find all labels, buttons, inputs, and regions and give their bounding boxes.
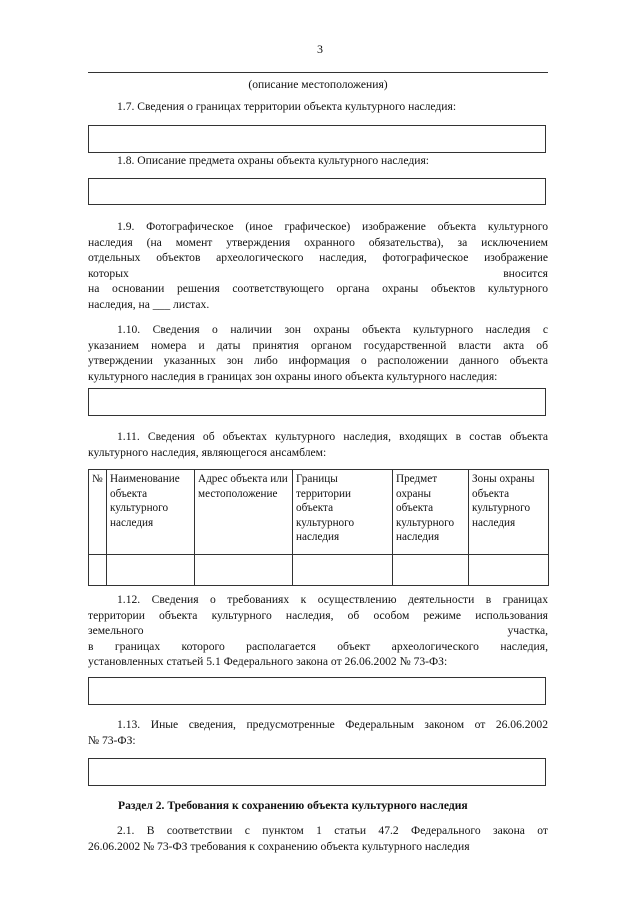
col-address-header: Адрес объекта или местоположение <box>195 470 293 555</box>
col-name-header: Наименование объекта культурного наследия <box>107 470 195 555</box>
s1-9-line4-end: вносится <box>503 266 548 280</box>
section-2-title: Раздел 2. Требования к сохранению объекта культурного наследия <box>118 799 468 812</box>
col-boundaries-header: Границы территории объекта культурного наследия <box>293 470 393 555</box>
section-1-8-field[interactable] <box>88 178 546 205</box>
location-caption: (описание местоположения) <box>248 78 388 91</box>
table-header-row <box>89 470 549 555</box>
section-2-1-paragraph <box>88 823 548 854</box>
section-1-13-paragraph <box>88 717 548 748</box>
section-1-8-heading: 1.8. Описание предмета охраны объекта культурного наследия: <box>117 154 429 167</box>
section-1-10-field[interactable] <box>88 388 546 416</box>
s1-12-line5: установленных статьей 5.1 Федерального закона от 26.06.2002 № 73-ФЗ: <box>88 655 448 668</box>
s1-12-line2: территории объекта культурного наследия, об особом режиме использования <box>88 608 548 622</box>
s2-1-line1: 2.1. В соответствии с пунктом 1 статьи 47.2 Федерального закона от <box>117 824 548 837</box>
s1-10-line1: 1.10. Сведения о наличии зон охраны объекта культурного наследия с <box>117 323 548 336</box>
s1-9-line5: на основании решения соответствующего органа охраны объектов культурного <box>88 282 548 295</box>
col-number-header: № <box>89 470 107 555</box>
s1-9-line4-start: которых <box>88 266 129 280</box>
ensemble-objects-table <box>88 469 549 586</box>
s1-12-line3 <box>88 623 548 639</box>
table-cell[interactable] <box>393 555 469 586</box>
s1-10-line2: указанием номера и даты принятия органом государственной власти акта об <box>88 338 548 352</box>
s1-12-line3-start: земельного <box>88 624 144 637</box>
section-1-10-paragraph <box>88 322 548 384</box>
s1-9-line2: наследия (на момент утверждения охранного обязательства), за исключением <box>88 235 548 249</box>
s1-13-line1: 1.13. Иные сведения, предусмотренные Федеральным законом от 26.06.2002 <box>117 718 548 731</box>
location-underline <box>88 72 548 73</box>
s1-12-line1: 1.12. Сведения о требованиях к осуществлению деятельности в границах <box>117 593 548 606</box>
table-cell[interactable] <box>469 555 549 586</box>
s1-9-line6: наследия, на ___ листах. <box>88 297 210 311</box>
s1-11-line2: культурного наследия, являющегося ансамблем: <box>88 445 327 459</box>
s1-12-line4: в границах которого располагается объект археологического наследия, <box>88 639 548 653</box>
col-zones-header: Зоны охраны объекта культурного наследия <box>469 470 549 555</box>
section-1-7-heading: 1.7. Сведения о границах территории объекта культурного наследия: <box>117 100 457 113</box>
section-1-12-field[interactable] <box>88 677 546 705</box>
table-cell[interactable] <box>89 555 107 586</box>
section-1-7-field[interactable] <box>88 125 546 153</box>
s1-13-line2: № 73-ФЗ: <box>88 733 136 747</box>
table-cell[interactable] <box>195 555 293 586</box>
section-1-9-paragraph <box>88 219 548 312</box>
section-1-11-paragraph <box>88 429 548 460</box>
table-cell[interactable] <box>293 555 393 586</box>
section-1-13-field[interactable] <box>88 758 546 786</box>
s1-10-line4: культурного наследия в границах зон охраны иного объекта культурного наследия: <box>88 369 498 383</box>
s1-9-line3: отдельных объектов археологического наследия, фотографическое изображение <box>88 251 548 264</box>
s2-1-line2: 26.06.2002 № 73-ФЗ требования к сохранению объекта культурного наследия <box>88 839 470 853</box>
s1-11-line1: 1.11. Сведения об объектах культурного наследия, входящих в состав объекта <box>117 430 548 443</box>
table-cell[interactable] <box>107 555 195 586</box>
table-row <box>89 555 549 586</box>
s1-10-line3: утверждении указанных зон либо информация о расположении данного объекта <box>88 354 548 367</box>
page-number: 3 <box>317 42 323 56</box>
s1-12-line3-end: участка, <box>507 624 548 637</box>
section-1-12-paragraph <box>88 592 548 670</box>
s1-9-line4 <box>88 266 548 282</box>
s1-9-line1: 1.9. Фотографическое (иное графическое) изображение объекта культурного <box>117 220 548 233</box>
col-subject-header: Предмет охраны объекта культурного наследия <box>393 470 469 555</box>
